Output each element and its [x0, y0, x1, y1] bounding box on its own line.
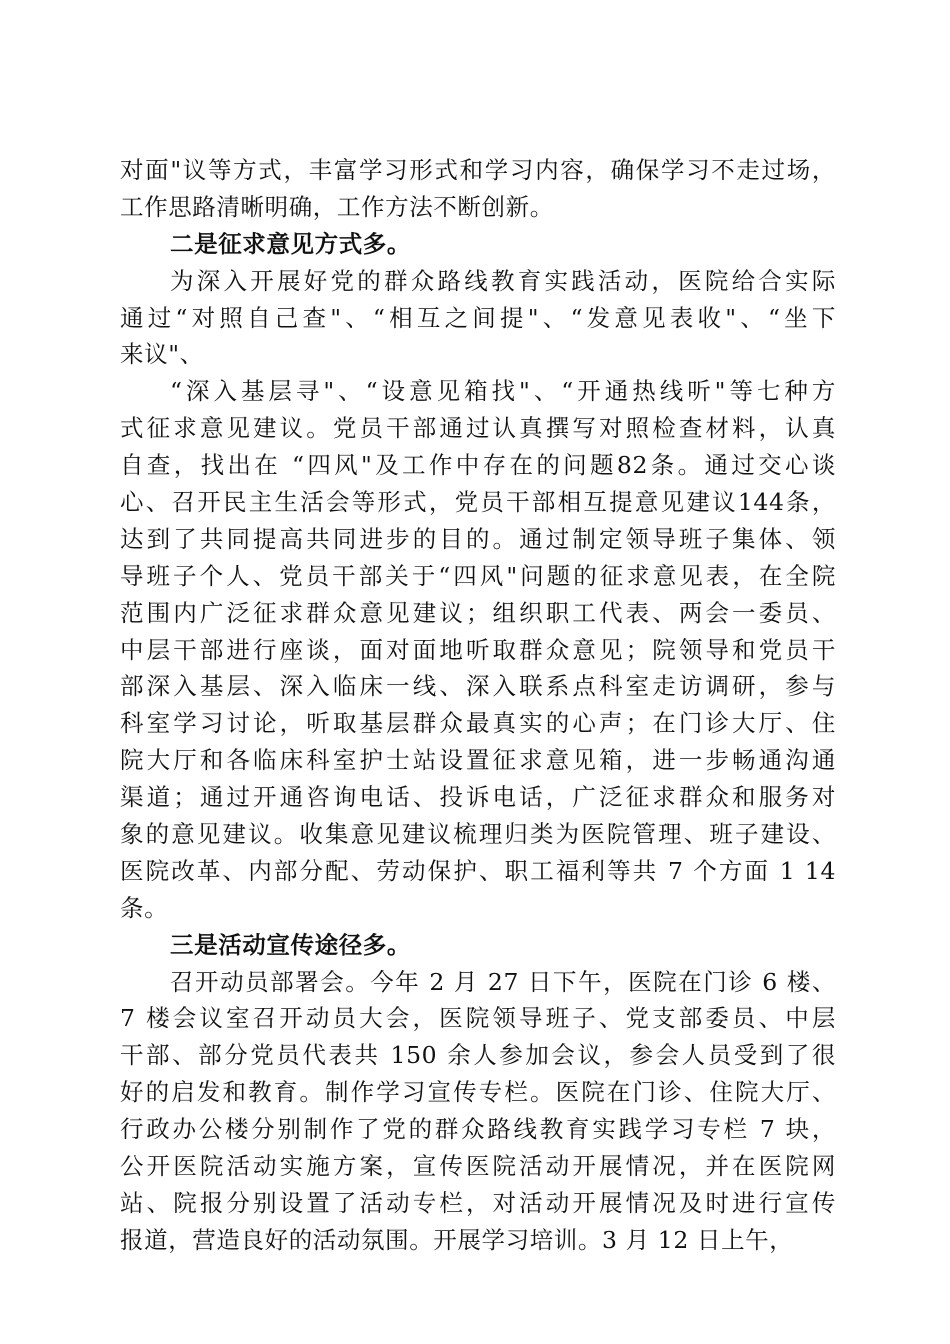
- text-line: 工作思路清晰明确，工作方法不断创新。: [120, 192, 554, 221]
- text-line: 式征求意见建议。党员干部通过认真撰写对照检查材料，认真: [120, 414, 836, 443]
- text-line: 达到了共同提高共同进步的目的。通过制定领导班子集体、领: [120, 524, 836, 553]
- text-line: 渠道；通过开通咨询电话、投诉电话，广泛征求群众和服务对: [120, 783, 836, 812]
- text-line: 干部、部分党员代表共 150 余人参加会议，参会人员受到了很: [120, 1041, 836, 1070]
- text-line: 为深入开展好党的群众路线教育实践活动，医院给合实际: [170, 266, 836, 295]
- section-heading: 二是征求意见方式多。: [170, 229, 411, 258]
- text-line: 自查，找出在 “四风"及工作中存在的问题82条。通过交心谈: [120, 451, 836, 480]
- text-line: 心、召开民主生活会等形式，党员干部相互提意见建议144条，: [120, 488, 836, 517]
- text-line: 公开医院活动实施方案，宣传医院活动开展情况，并在医院网: [120, 1152, 836, 1181]
- text-line: 行政办公楼分别制作了党的群众路线教育实践学习专栏 7 块，: [120, 1115, 836, 1144]
- text-line: “深入基层寻"、“设意见箱找"、“开通热线听"等七种方: [170, 377, 836, 406]
- text-line: 导班子个人、党员干部关于“四风"问题的征求意见表，在全院: [120, 561, 836, 590]
- text-line: 站、院报分别设置了活动专栏，对活动开展情况及时进行宣传: [120, 1188, 836, 1217]
- document-body: [120, 152, 836, 1259]
- text-line: 通过“对照自己查"、“相互之间提"、“发意见表收"、“坐下: [120, 303, 836, 332]
- section-heading: 三是活动宣传途径多。: [170, 930, 411, 959]
- text-line: 科室学习讨论，听取基层群众最真实的心声；在门诊大厅、住: [120, 709, 836, 738]
- text-line: 部深入基层、深入临床一线、深入联系点科室走访调研，参与: [120, 672, 836, 701]
- text-line: 好的启发和教育。制作学习宣传专栏。医院在门诊、住院大厅、: [120, 1078, 836, 1107]
- text-line: 范围内广泛征求群众意见建议；组织职工代表、两会一委员、: [120, 598, 836, 627]
- text-line: 对面"议等方式，丰富学习形式和学习内容，确保学习不走过场，: [120, 156, 836, 184]
- text-line: 中层干部进行座谈，面对面地听取群众意见；院领导和党员干: [120, 635, 836, 664]
- text-line: 报道，营造良好的活动氛围。开展学习培训。3 月 12 日上午，: [120, 1225, 794, 1254]
- text-line: 7 楼会议室召开动员大会，医院领导班子、党支部委员、中层: [120, 1004, 836, 1033]
- text-line: 条。: [120, 893, 169, 922]
- text-line: 医院改革、内部分配、劳动保护、职工福利等共 7 个方面 1 14: [120, 856, 836, 885]
- text-line: 象的意见建议。收集意见建议梳理归类为医院管理、班子建设、: [120, 820, 836, 849]
- text-line: 院大厅和各临床科室护士站设置征求意见箱，进一步畅通沟通: [120, 746, 836, 775]
- text-line: 召开动员部署会。今年 2 月 27 日下午，医院在门诊 6 楼、: [170, 967, 836, 996]
- text-line: 来议"、: [120, 340, 204, 369]
